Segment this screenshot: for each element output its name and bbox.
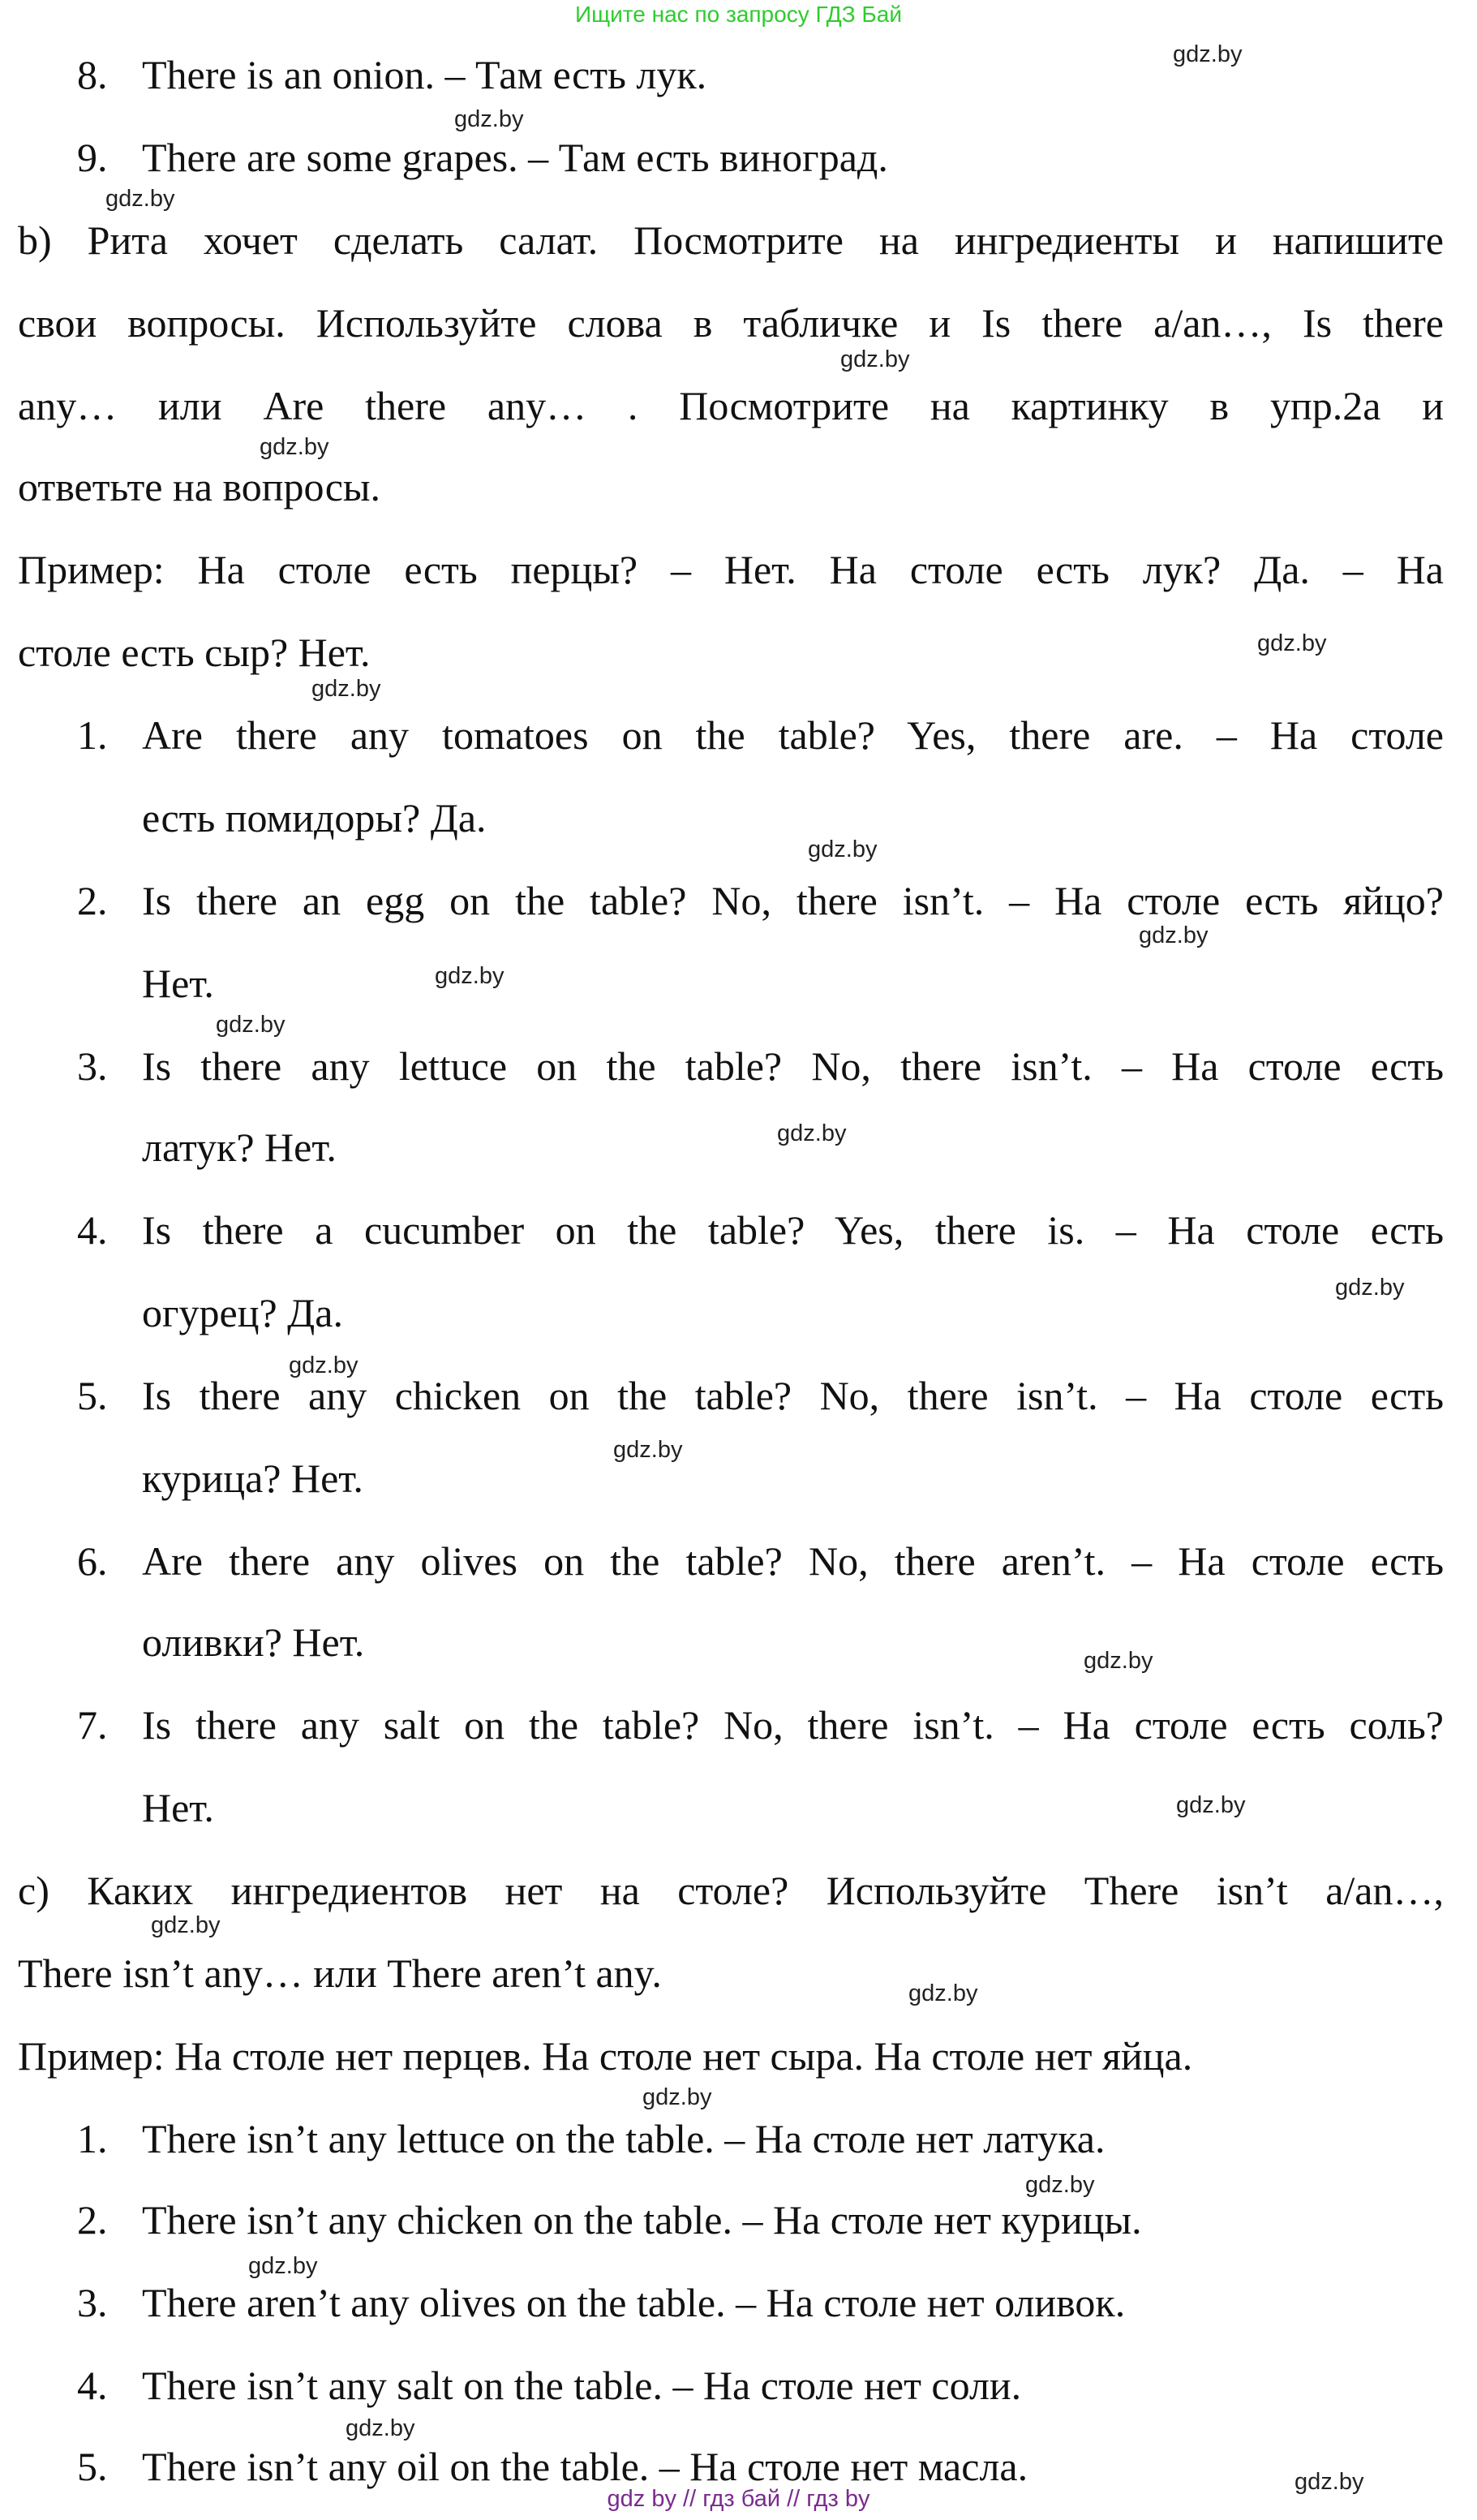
site-footer-links[interactable]: gdz by // гдз бай // гдз by — [607, 2486, 870, 2512]
example-c-text: Пример: На столе нет перцев. На столе нет сыра. На столе нет яйца. — [18, 2033, 1193, 2079]
item-number: 7. — [77, 1702, 108, 1748]
example-b-text: Пример: На столе есть перцы? – Нет. На столе есть лук? Да. – На — [18, 547, 1444, 592]
watermark: gdz.by — [216, 1012, 286, 1038]
watermark: gdz.by — [1335, 1275, 1405, 1301]
task-b-text: ответьте на вопросы. — [18, 464, 380, 510]
watermark: gdz.by — [777, 1120, 847, 1146]
watermark: gdz.by — [613, 1437, 683, 1463]
item-number: 3. — [77, 1043, 108, 1089]
answer-line: There is an onion. – Там есть лук. — [142, 52, 707, 97]
task-b-text: b) Рита хочет сделать салат. Посмотрите на ингредиенты и напишите — [18, 217, 1444, 263]
answer-line: Нет. — [142, 1785, 214, 1830]
answer-line: There isn’t any oil on the table. – На столе нет масла. — [142, 2444, 1028, 2489]
task-b-text: свои вопросы. Используйте слова в табличке и Is there a/an…, Is there — [18, 300, 1444, 346]
answer-line: There aren’t any olives on the table. – На столе нет оливок. — [142, 2280, 1126, 2325]
watermark: gdz.by — [454, 106, 524, 132]
watermark: gdz.by — [808, 836, 878, 862]
watermark: gdz.by — [908, 1980, 978, 2006]
answer-line: Is there any salt on the table? No, there isn’t. – На столе есть соль? — [142, 1702, 1444, 1748]
watermark: gdz.by — [840, 346, 910, 372]
watermark: gdz.by — [1257, 630, 1327, 656]
site-header-banner[interactable]: Ищите нас по запросу ГДЗ Бай — [574, 2, 903, 27]
answer-line: Are there any tomatoes on the table? Yes, there are. – На столе — [142, 712, 1444, 758]
answer-line: There are some grapes. – Там есть виноград. — [142, 135, 888, 180]
answer-line: латук? Нет. — [142, 1125, 337, 1170]
watermark: gdz.by — [1173, 41, 1243, 67]
item-number: 1. — [77, 712, 108, 758]
item-number: 6. — [77, 1538, 108, 1584]
example-b-text: столе есть сыр? Нет. — [18, 630, 371, 675]
answer-line: огурец? Да. — [142, 1290, 343, 1335]
watermark: gdz.by — [248, 2253, 318, 2279]
watermark: gdz.by — [435, 963, 504, 989]
answer-line: Нет. — [142, 961, 214, 1006]
item-number: 1. — [77, 2116, 108, 2161]
item-number: 4. — [77, 1207, 108, 1253]
answer-line: есть помидоры? Да. — [142, 795, 487, 841]
item-number: 3. — [77, 2280, 108, 2325]
watermark: gdz.by — [105, 186, 175, 212]
answer-line: Is there any chicken on the table? No, there isn’t. – На столе есть — [142, 1373, 1444, 1418]
watermark: gdz.by — [151, 1912, 221, 1938]
task-b-text: any… или Are there any… . Посмотрите на картинку в упр.2a и — [18, 383, 1444, 428]
item-number: 8. — [77, 52, 108, 97]
watermark: gdz.by — [311, 676, 381, 702]
watermark: gdz.by — [1025, 2172, 1095, 2198]
answer-line: Are there any olives on the table? No, there aren’t. – На столе есть — [142, 1538, 1444, 1584]
item-number: 9. — [77, 135, 108, 180]
answer-line: There isn’t any lettuce on the table. – На столе нет латука. — [142, 2116, 1106, 2161]
answer-line: Is there a cucumber on the table? Yes, there is. – На столе есть — [142, 1207, 1444, 1253]
watermark: gdz.by — [642, 2084, 712, 2110]
watermark: gdz.by — [1176, 1792, 1246, 1818]
answer-line: Is there an egg on the table? No, there isn’t. – На столе есть яйцо? — [142, 878, 1444, 923]
item-number: 2. — [77, 2197, 108, 2243]
answer-line: курица? Нет. — [142, 1456, 363, 1501]
item-number: 5. — [77, 1373, 108, 1418]
watermark: gdz.by — [289, 1352, 359, 1378]
task-c-text: c) Каких ингредиентов нет на столе? Используйте There isn’t a/an…, — [18, 1868, 1444, 1913]
answer-line: оливки? Нет. — [142, 1619, 365, 1665]
watermark: gdz.by — [1139, 922, 1209, 948]
item-number: 4. — [77, 2363, 108, 2408]
answer-line: Is there any lettuce on the table? No, there isn’t. – На столе есть — [142, 1043, 1444, 1089]
task-c-text: There isn’t any… или There aren’t any. — [18, 1950, 662, 1996]
item-number: 2. — [77, 878, 108, 923]
watermark: gdz.by — [346, 2415, 415, 2441]
watermark: gdz.by — [1084, 1648, 1153, 1674]
watermark: gdz.by — [260, 434, 329, 460]
answer-line: There isn’t any chicken on the table. – На столе нет курицы. — [142, 2197, 1142, 2243]
item-number: 5. — [77, 2444, 108, 2489]
answer-line: There isn’t any salt on the table. – На столе нет соли. — [142, 2363, 1022, 2408]
watermark: gdz.by — [1295, 2469, 1364, 2495]
